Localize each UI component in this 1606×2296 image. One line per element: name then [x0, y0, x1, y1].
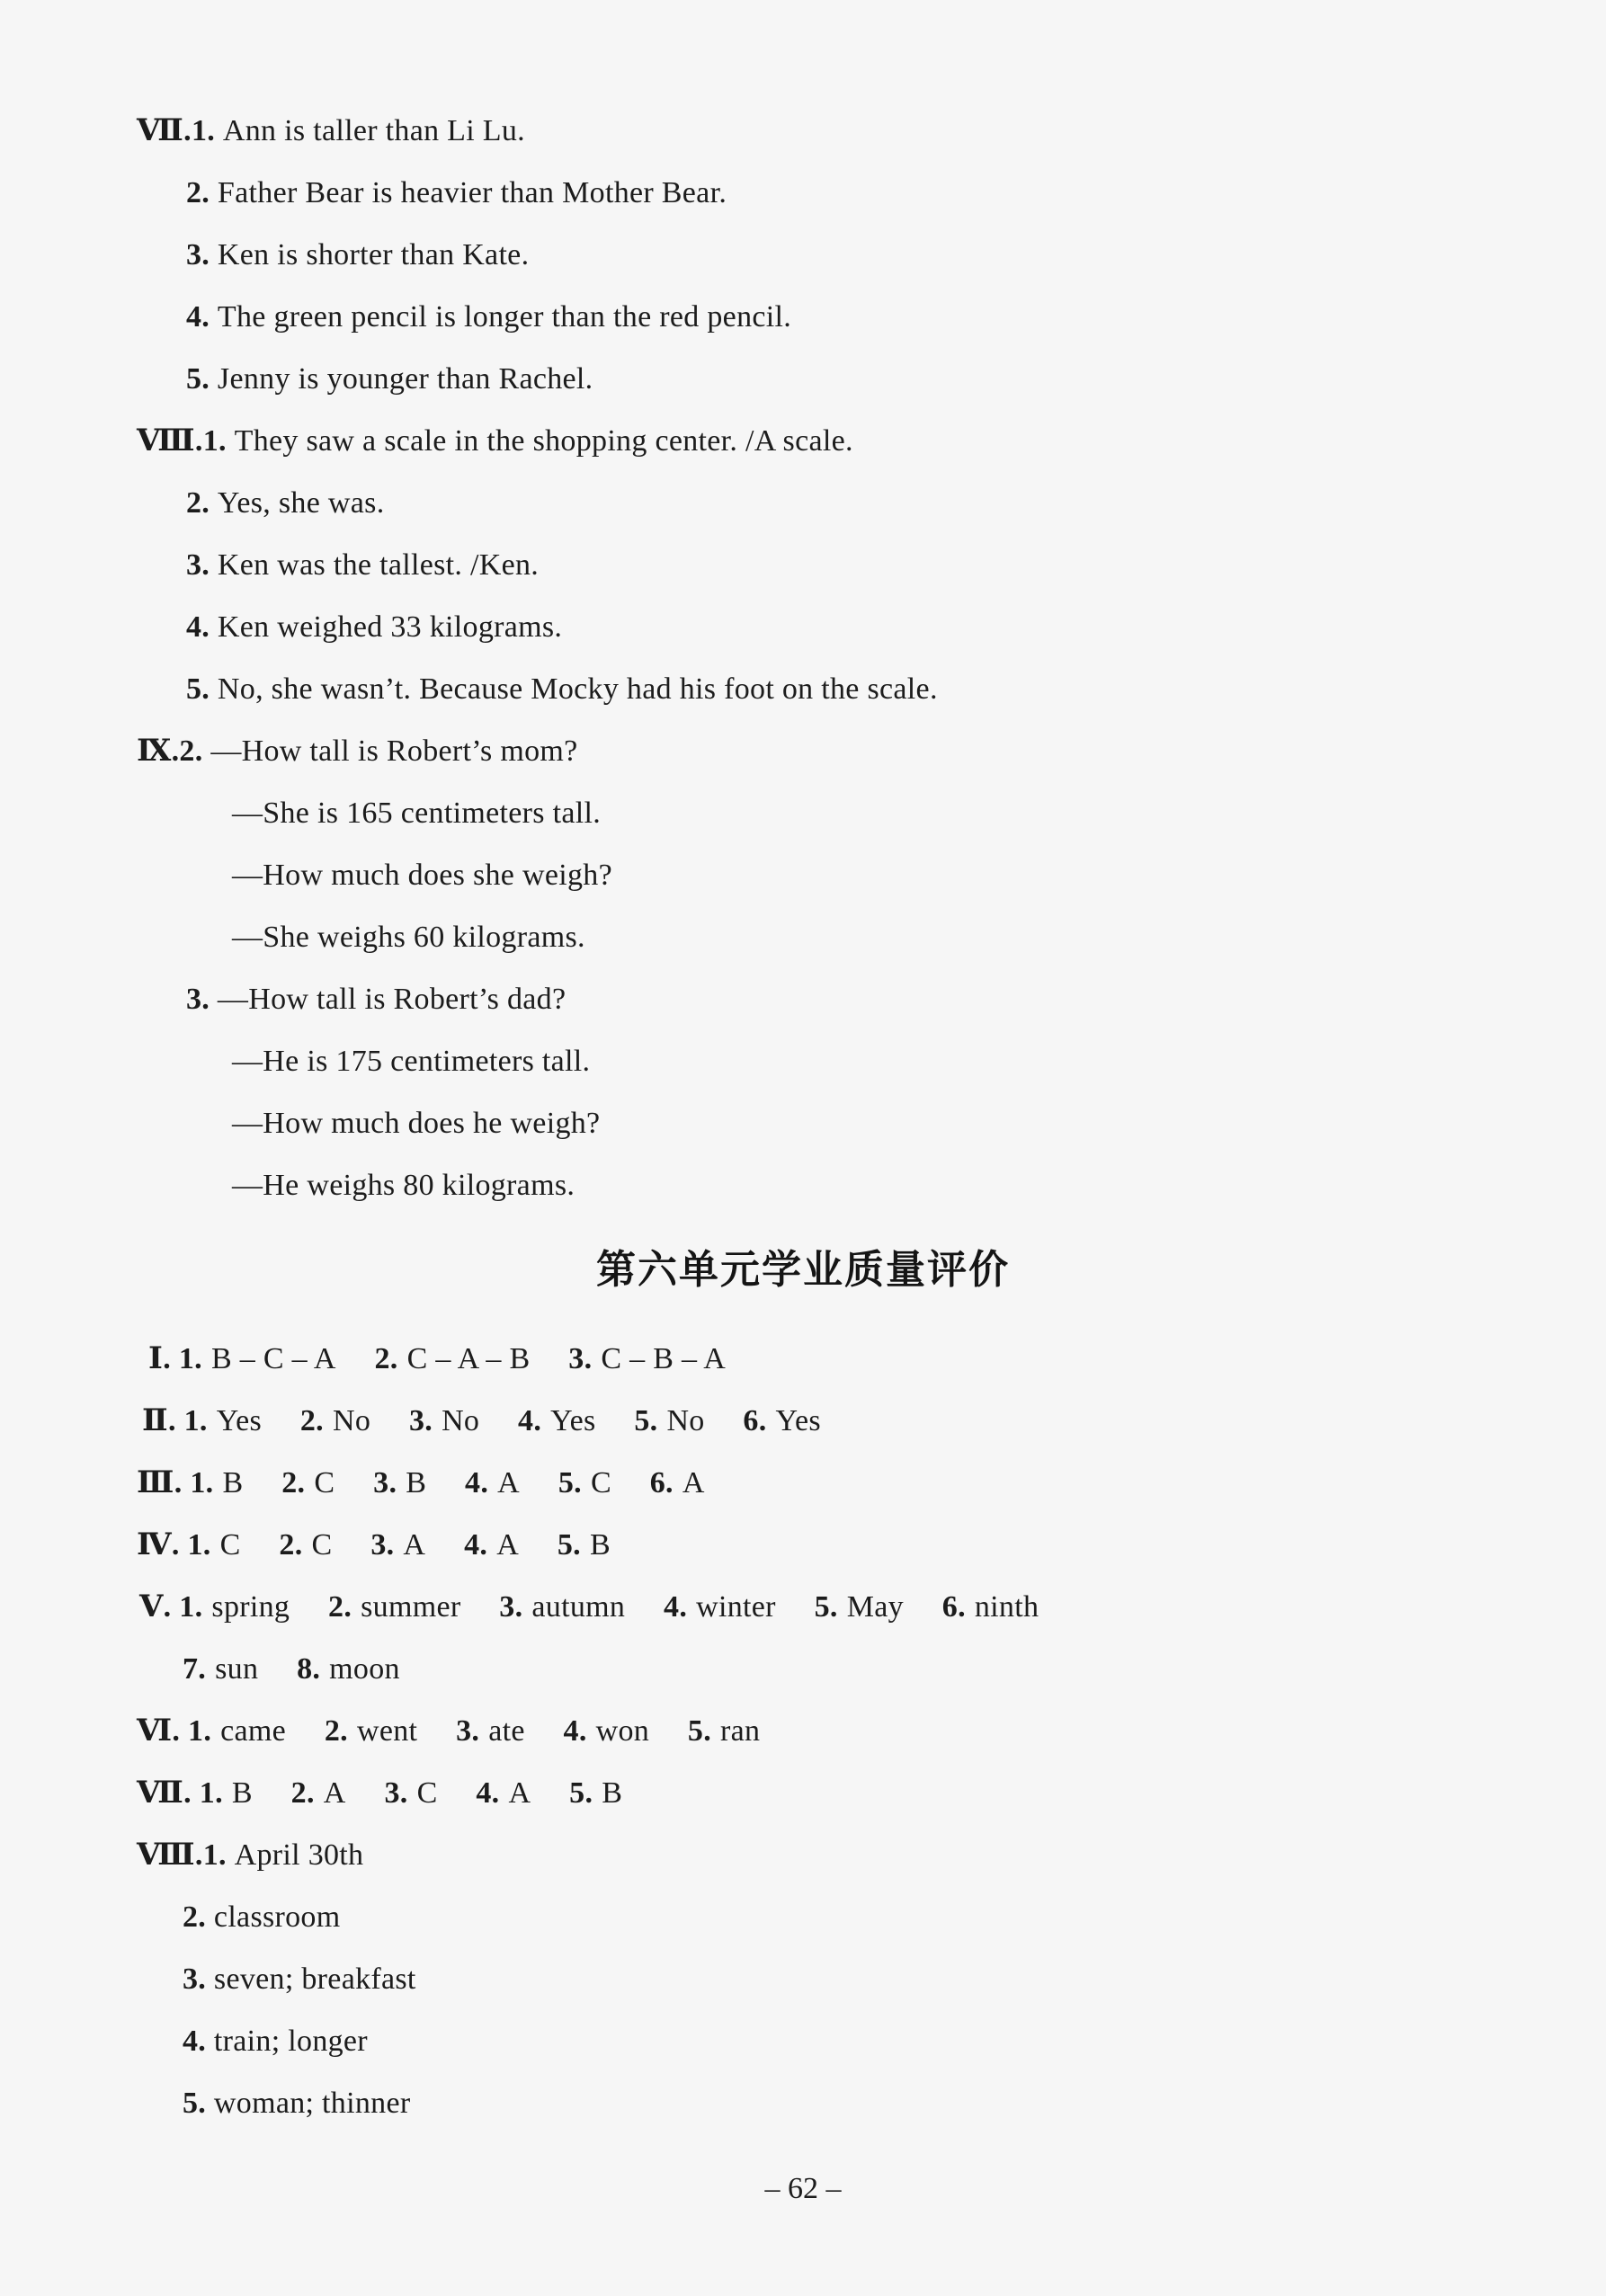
dialogue-line: —She is 165 centimeters tall.	[232, 796, 602, 830]
answer-line	[186, 547, 539, 583]
item-number: 1.	[188, 1714, 212, 1748]
item-number: 5.	[183, 2087, 207, 2120]
answer-text: Yes	[216, 1404, 263, 1437]
item-number: 4.	[664, 1590, 688, 1624]
answer-text: No, she wasn’t. Because Mocky had his foot on the scale.	[217, 672, 938, 706]
answer-text: May	[846, 1590, 904, 1624]
answer-line	[183, 2024, 368, 2060]
section-label: Ⅱ.	[142, 1404, 176, 1437]
answer-text: C	[311, 1528, 333, 1562]
item-number: 2.	[290, 1776, 315, 1810]
answer-line	[186, 237, 529, 273]
item-number: 3.	[384, 1776, 408, 1810]
item-number: 4.	[186, 610, 210, 644]
answer-text: A	[682, 1466, 705, 1500]
item-number: 7.	[183, 1652, 207, 1686]
dialogue-line: —How tall is Robert’s mom?	[210, 734, 578, 768]
dialogue-line: —How tall is Robert’s dad?	[217, 983, 567, 1016]
answer-line	[186, 175, 727, 211]
answer-text: B	[406, 1466, 427, 1500]
item-number: 2.	[279, 1528, 303, 1562]
item-number: 2.	[179, 734, 203, 768]
item-number: 5.	[814, 1590, 838, 1624]
section-label: Ⅷ.	[137, 1838, 203, 1872]
answer-line	[183, 1900, 340, 1936]
item-number: 1.	[199, 1776, 223, 1810]
answer-text: C	[590, 1466, 611, 1500]
page-number: – 62 –	[764, 2172, 842, 2205]
answer-text: C	[314, 1466, 335, 1500]
answer-text: won	[595, 1714, 650, 1748]
answer-line	[137, 423, 853, 459]
answer-text: went	[356, 1714, 418, 1748]
answer-text: They saw a scale in the shopping center. /A scale.	[234, 424, 853, 458]
section-label: Ⅳ.	[137, 1528, 180, 1562]
answer-line	[186, 361, 593, 397]
answer-text: autumn	[531, 1590, 626, 1624]
item-number: 5.	[186, 672, 210, 706]
item-number: 2.	[186, 486, 210, 520]
item-number: 4.	[464, 1528, 488, 1562]
item-number: 3.	[186, 548, 210, 582]
item-number: 1.	[190, 1466, 214, 1500]
answer-text: A	[508, 1776, 531, 1810]
item-number: 3.	[186, 983, 210, 1016]
section-label: Ⅷ.	[137, 424, 203, 458]
answer-text: Ken is shorter than Kate.	[217, 238, 530, 271]
dialogue-line: —She weighs 60 kilograms.	[232, 921, 585, 954]
answer-text: C – B – A	[601, 1342, 727, 1375]
answer-text: spring	[211, 1590, 290, 1624]
answer-text: The green pencil is longer than the red pencil.	[217, 300, 792, 334]
answer-line	[137, 1713, 790, 1749]
item-number: 1.	[202, 424, 227, 458]
item-number: 3.	[499, 1590, 523, 1624]
answer-line	[183, 1962, 416, 1998]
answer-text: B	[222, 1466, 244, 1500]
answer-text: Ken weighed 33 kilograms.	[217, 610, 563, 644]
item-number: 5.	[186, 362, 210, 396]
answer-text: B – C – A	[210, 1342, 336, 1375]
item-number: 4.	[563, 1714, 587, 1748]
item-number: 6.	[941, 1590, 966, 1624]
answer-text: C – A – B	[406, 1342, 531, 1375]
item-number: 4.	[476, 1776, 500, 1810]
item-number: 2.	[183, 1900, 207, 1934]
dialogue-line: —He weighs 80 kilograms.	[232, 1169, 575, 1202]
answer-line	[137, 1838, 363, 1873]
answer-text: Yes	[550, 1404, 596, 1437]
answer-text: B	[602, 1776, 623, 1810]
item-number: 5.	[557, 1528, 581, 1562]
item-number: 1.	[191, 114, 216, 147]
answer-text: No	[332, 1404, 371, 1437]
answer-text: seven; breakfast	[213, 1962, 416, 1996]
answer-line	[186, 485, 385, 521]
answer-line	[137, 113, 525, 149]
answer-line	[186, 299, 791, 335]
item-number: 5.	[687, 1714, 712, 1748]
answer-line	[139, 1589, 1069, 1625]
answer-text: April 30th	[234, 1838, 364, 1872]
answer-text: Jenny is younger than Rachel.	[217, 362, 593, 396]
answer-line	[148, 1341, 756, 1377]
answer-text: Father Bear is heavier than Mother Bear.	[217, 176, 727, 209]
answer-text: B	[231, 1776, 253, 1810]
answer-text: C	[219, 1528, 241, 1562]
answer-text: winter	[696, 1590, 776, 1624]
answer-line	[186, 982, 566, 1018]
section-label: Ⅲ.	[137, 1466, 183, 1500]
section-label: Ⅰ.	[148, 1342, 172, 1375]
item-number: 1.	[187, 1528, 211, 1562]
item-number: 1.	[178, 1342, 202, 1375]
item-number: 2.	[299, 1404, 324, 1437]
item-number: 1.	[183, 1404, 208, 1437]
answer-text: ninth	[974, 1590, 1039, 1624]
item-number: 5.	[569, 1776, 593, 1810]
answer-text: classroom	[213, 1900, 341, 1934]
answer-text: C	[416, 1776, 438, 1810]
answer-line	[137, 1465, 736, 1501]
item-number: 5.	[558, 1466, 582, 1500]
answer-text: No	[442, 1404, 480, 1437]
answer-text: A	[496, 1528, 520, 1562]
answer-line	[137, 734, 578, 770]
item-number: 2.	[186, 176, 210, 209]
section-label: Ⅴ.	[139, 1590, 172, 1624]
answer-text: ran	[720, 1714, 761, 1748]
item-number: 3.	[186, 238, 210, 271]
answer-line	[186, 672, 938, 707]
answer-text: B	[589, 1528, 611, 1562]
answer-text: Yes, she was.	[217, 486, 385, 520]
section-label: Ⅸ.	[137, 734, 180, 768]
answer-text: came	[220, 1714, 287, 1748]
item-number: 3.	[456, 1714, 480, 1748]
item-number: 3.	[408, 1404, 433, 1437]
answer-line	[137, 1775, 653, 1811]
answer-text: Yes	[775, 1404, 821, 1437]
dialogue-line: —He is 175 centimeters tall.	[232, 1045, 591, 1078]
answer-text: ate	[488, 1714, 525, 1748]
item-number: 1.	[179, 1590, 203, 1624]
item-number: 2.	[328, 1590, 352, 1624]
section-label: Ⅶ.	[137, 114, 192, 147]
answer-line	[183, 2086, 410, 2122]
item-number: 4.	[518, 1404, 542, 1437]
item-number: 4.	[183, 2025, 207, 2058]
answer-text: A	[323, 1776, 346, 1810]
answer-text: sun	[215, 1652, 259, 1686]
answer-text: train; longer	[213, 2025, 368, 2058]
item-number: 5.	[634, 1404, 658, 1437]
answer-text: summer	[361, 1590, 461, 1624]
item-number: 3.	[183, 1962, 207, 1996]
item-number: 8.	[297, 1652, 321, 1686]
item-number: 6.	[649, 1466, 674, 1500]
item-number: 3.	[370, 1528, 395, 1562]
item-number: 1.	[202, 1838, 227, 1872]
section-label: Ⅵ.	[137, 1714, 181, 1748]
item-number: 6.	[743, 1404, 767, 1437]
answer-line	[183, 1651, 431, 1687]
answer-line	[142, 1403, 852, 1439]
item-number: 2.	[281, 1466, 306, 1500]
answer-text: A	[403, 1528, 426, 1562]
item-number: 2.	[374, 1342, 398, 1375]
answer-text: woman; thinner	[213, 2087, 411, 2120]
item-number: 4.	[186, 300, 210, 334]
answer-line	[137, 1527, 641, 1563]
answer-text: Ken was the tallest. /Ken.	[217, 548, 540, 582]
answer-line	[186, 610, 562, 645]
answer-text: moon	[329, 1652, 400, 1686]
dialogue-line: —How much does he weigh?	[232, 1107, 601, 1140]
answer-text: No	[666, 1404, 705, 1437]
answer-text: Ann is taller than Li Lu.	[222, 114, 525, 147]
dialogue-line: —How much does she weigh?	[232, 859, 612, 892]
item-number: 2.	[324, 1714, 348, 1748]
item-number: 3.	[373, 1466, 397, 1500]
answer-text: A	[497, 1466, 521, 1500]
item-number: 3.	[568, 1342, 593, 1375]
section-label: Ⅶ.	[137, 1776, 192, 1810]
unit-heading: 第六单元学业质量评价	[596, 1247, 1010, 1293]
item-number: 4.	[465, 1466, 489, 1500]
